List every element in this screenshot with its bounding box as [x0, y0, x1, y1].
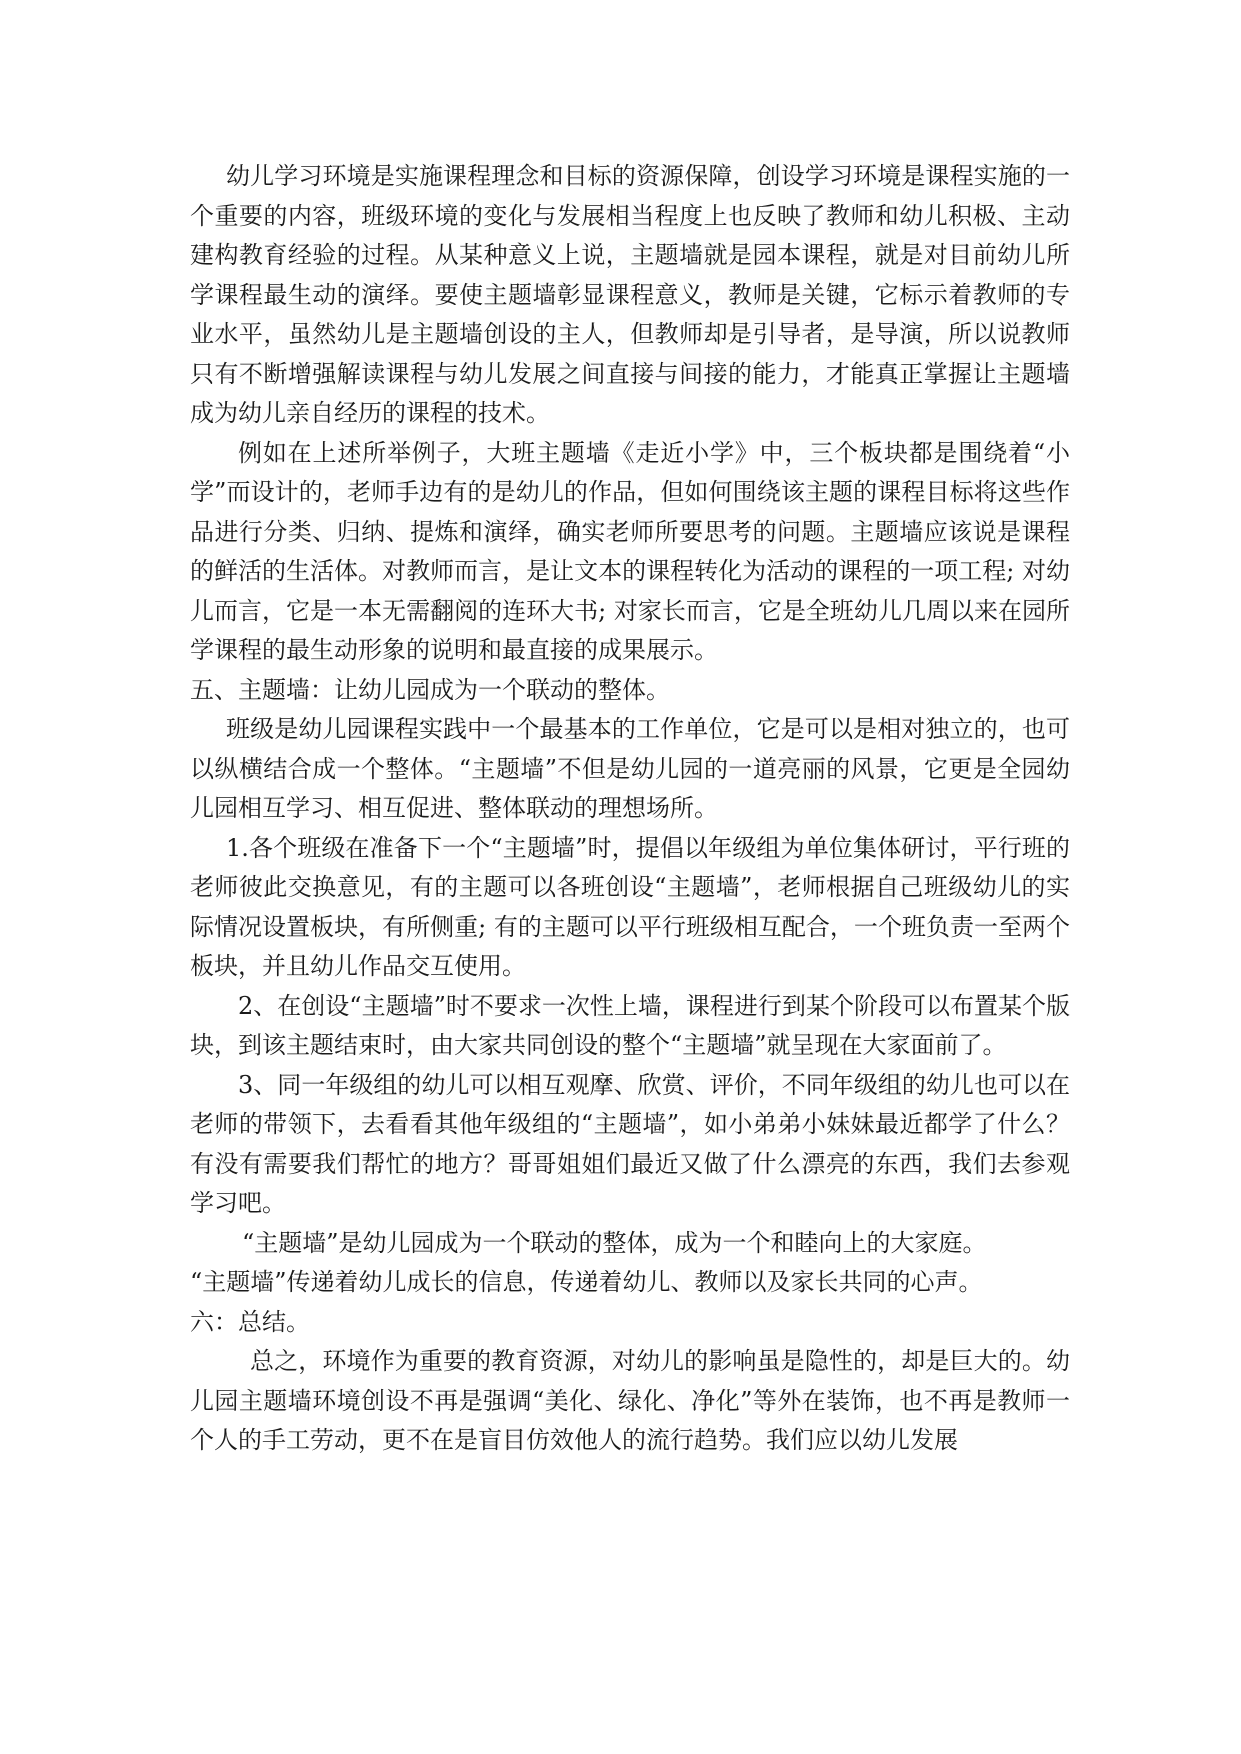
paragraph-summary: 总之，环境作为重要的教育资源，对幼儿的影响虽是隐性的，却是巨大的。幼儿园主题墙环境创设不再是强调“美化、绿化、净化”等外在装饰，也不再是教师一个人的手工劳动，更不在是盲目仿效他人的流行趋势。我们应以幼儿发展 — [190, 1347, 1070, 1454]
list-item-1: 1.各个班级在准备下一个“主题墙”时，提倡以年级组为单位集体研讨，平行班的老师彼此交换意见，有的主题可以各班创设“主题墙”，老师根据自己班级幼儿的实际情况设置板块，有所侧重; 有的主题可以平行班级相互配合，一个班负责一至两个板块，并且幼儿作品交互使用。 — [190, 833, 1070, 980]
paragraph-class-unit: 班级是幼儿园课程实践中一个最基本的工作单位，它是可以是相对独立的，也可以纵横结合成一个整体。“主题墙”不但是幼儿园的一道亮丽的风景，它更是全园幼儿园相互学习、相互促进、整体联动的理想场所。 — [190, 715, 1070, 822]
document-body — [190, 157, 1070, 1461]
section-heading-five: 五、主题墙：让幼儿园成为一个联动的整体。 — [190, 675, 670, 704]
paragraph-example: 例如在上述所举例子，大班主题墙《走近小学》中，三个板块都是围绕着“小学”而设计的，老师手边有的是幼儿的作品，但如何围绕该主题的课程目标将这些作品进行分类、归纳、提炼和演绎，确实老师所要思考的问题。主题墙应该说是课程的鲜活的生活体。对教师而言，是让文本的课程转化为活动的课程的一项工程; 对幼儿而言，它是一本无需翻阅的连环大书; 对家长而言，它是全班幼儿几周以来在园所学课程的最生动形象的说明和最直接的成果展示。 — [190, 438, 1070, 664]
paragraph-intro: 幼儿学习环境是实施课程理念和目标的资源保障，创设学习环境是课程实施的一个重要的内容，班级环境的变化与发展相当程度上也反映了教师和幼儿积极、主动建构教育经验的过程。从某种意义上说，主题墙就是园本课程，就是对目前幼儿所学课程最生动的演绎。要使主题墙彰显课程意义，教师是关键，它标示着教师的专业水平，虽然幼儿是主题墙创设的主人，但教师却是引导者，是导演，所以说教师只有不断增强解读课程与幼儿发展之间直接与间接的能力，才能真正掌握让主题墙成为幼儿亲自经历的课程的技术。 — [190, 162, 1070, 427]
paragraph-theme-wall-1: “主题墙”是幼儿园成为一个联动的整体，成为一个和睦向上的大家庭。 — [242, 1228, 987, 1257]
paragraph-theme-wall-2: “主题墙”传递着幼儿成长的信息，传递着幼儿、教师以及家长共同的心声。 — [190, 1268, 983, 1296]
section-heading-six: 六：总结。 — [190, 1307, 310, 1336]
list-item-3: 3、同一年级组的幼儿可以相互观摩、欣赏、评价，不同年级组的幼儿也可以在老师的带领下，去看看其他年级组的“主题墙”，如小弟弟小妹妹最近都学了什么？有没有需要我们帮忙的地方？哥哥姐姐们最近又做了什么漂亮的东西，我们去参观学习吧。 — [190, 1070, 1070, 1217]
list-item-2: 2、在创设“主题墙”时不要求一次性上墙，课程进行到某个阶段可以布置某个版块，到该主题结束时，由大家共同创设的整个“主题墙”就呈现在大家面前了。 — [190, 991, 1070, 1059]
